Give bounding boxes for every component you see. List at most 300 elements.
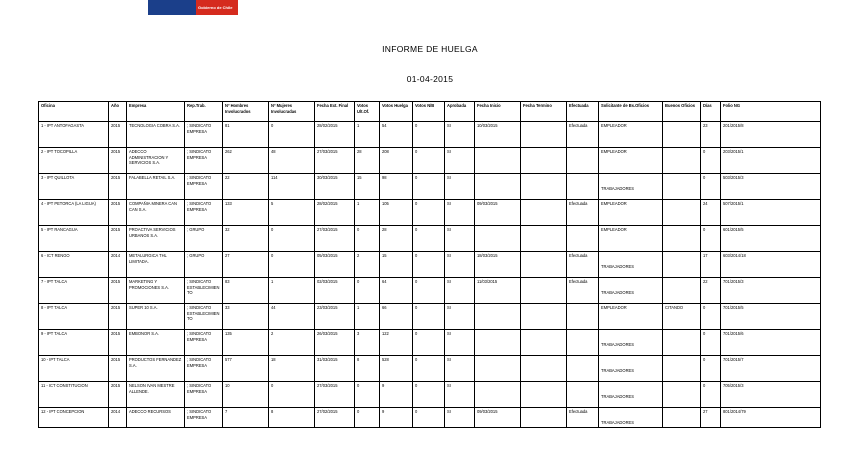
cell-text: 577 — [225, 357, 232, 362]
table-cell — [521, 330, 567, 356]
gobierno-logo — [148, 0, 238, 15]
table-cell — [599, 408, 663, 428]
table-cell — [185, 304, 223, 330]
table-cell — [269, 382, 315, 408]
table-cell — [127, 122, 185, 148]
table-cell — [721, 278, 821, 304]
cell-text: 18/03/2015 — [477, 253, 498, 258]
cell-text: 0 — [357, 383, 360, 388]
table-cell — [567, 278, 599, 304]
table-cell — [521, 304, 567, 330]
cell-text: ; SINDICATO EMPRESA — [187, 331, 212, 342]
table-cell — [109, 200, 127, 226]
table-cell — [185, 122, 223, 148]
table-cell — [39, 174, 109, 200]
table-cell — [663, 252, 701, 278]
table-cell — [223, 382, 269, 408]
cell-text: 601/2015/5 — [723, 227, 744, 232]
cell-text: 0 — [415, 409, 418, 414]
table-cell — [315, 252, 355, 278]
table-row — [39, 382, 821, 408]
table-cell — [599, 148, 663, 174]
cell-text: 0 — [357, 227, 360, 232]
cell-text: SI — [447, 279, 451, 284]
table-cell — [315, 356, 355, 382]
table-cell — [663, 122, 701, 148]
table-cell — [185, 278, 223, 304]
cell-text: 0 — [271, 253, 274, 258]
table-cell — [475, 122, 521, 148]
table-cell — [475, 200, 521, 226]
table-cell — [39, 330, 109, 356]
table-cell — [380, 382, 413, 408]
cell-text: ; SINDICATO EMPRESA — [187, 201, 212, 212]
table-cell — [185, 174, 223, 200]
table-row — [39, 148, 821, 174]
cell-text: 05/03/2015 — [317, 253, 338, 258]
cell-text: TRABAJADORES — [601, 394, 634, 399]
table-cell — [380, 252, 413, 278]
table-cell — [315, 174, 355, 200]
cell-text: 0 — [415, 279, 418, 284]
table-cell — [355, 304, 380, 330]
cell-text: SI — [447, 331, 451, 336]
table-cell — [413, 304, 445, 330]
cell-text: 8 — [357, 357, 360, 362]
table-cell — [269, 356, 315, 382]
cell-text: 262 — [225, 149, 232, 154]
cell-text: ; SINDICATO EMPRESA — [187, 383, 212, 394]
cell-text: 603/2014/18 — [723, 253, 746, 258]
cell-text: Efectuada — [569, 201, 588, 206]
table-row — [39, 408, 821, 428]
table-cell — [355, 330, 380, 356]
cell-text: TRABAJADORES — [601, 420, 634, 425]
table-cell — [701, 122, 721, 148]
cell-text: 10 — [225, 383, 230, 388]
table-cell — [721, 304, 821, 330]
table-cell — [269, 330, 315, 356]
cell-text: 27/03/2015 — [317, 149, 338, 154]
cell-text: 9 — [382, 383, 385, 388]
cell-text: 0 — [357, 279, 360, 284]
table-cell — [315, 122, 355, 148]
table-cell — [521, 226, 567, 252]
cell-text: 0 — [703, 331, 706, 336]
table-cell — [223, 408, 269, 428]
column-header: Fecha Termino — [521, 102, 567, 122]
table-cell — [223, 200, 269, 226]
table-cell — [521, 200, 567, 226]
table-cell — [521, 408, 567, 428]
table-cell — [315, 408, 355, 428]
table-cell — [39, 408, 109, 428]
table-cell — [475, 148, 521, 174]
table-cell — [567, 356, 599, 382]
table-cell — [269, 122, 315, 148]
cell-text: 2015 — [111, 383, 121, 388]
cell-text: 2014 — [111, 253, 121, 258]
table-cell — [39, 148, 109, 174]
cell-text: 2015 — [111, 123, 121, 128]
cell-text: 22 — [225, 175, 230, 180]
cell-text: 28 — [357, 149, 362, 154]
table-cell — [567, 226, 599, 252]
cell-text: ; SINDICATO EMPRESA — [187, 123, 212, 134]
table-cell — [721, 356, 821, 382]
cell-text: 0 — [415, 383, 418, 388]
cell-text: 5 — [271, 201, 274, 206]
cell-text: Efectuada — [569, 253, 588, 258]
table-cell — [663, 278, 701, 304]
table-cell — [445, 122, 475, 148]
cell-text: 27 — [225, 253, 230, 258]
table-cell — [721, 148, 821, 174]
table-cell — [567, 408, 599, 428]
cell-text: ; GRUPO — [187, 253, 205, 258]
table-cell — [39, 252, 109, 278]
table-cell — [521, 356, 567, 382]
table-cell — [185, 200, 223, 226]
cell-text: 7 - IPT TALCA — [41, 279, 68, 284]
table-cell — [127, 408, 185, 428]
cell-text: 2015 — [111, 331, 121, 336]
cell-text: 2015 — [111, 175, 121, 180]
column-header: Votos Huelga — [380, 102, 413, 122]
table-row — [39, 278, 821, 304]
table-cell — [315, 226, 355, 252]
table-cell — [413, 382, 445, 408]
table-cell — [127, 356, 185, 382]
column-header: Buenos Oficios — [663, 102, 701, 122]
cell-text: 0 — [415, 175, 418, 180]
table-cell — [355, 174, 380, 200]
cell-text: 3 - IPT QUILLOTA — [41, 175, 75, 180]
cell-text: METALURGICA THL LIMITADA. — [129, 253, 167, 264]
table-cell — [521, 252, 567, 278]
cell-text: 2015 — [111, 149, 121, 154]
column-header: Votos Ult.Of. — [355, 102, 380, 122]
cell-text: Efectuada — [569, 409, 588, 414]
column-header: Nº Mujeres Involucradas — [269, 102, 315, 122]
table-cell — [380, 174, 413, 200]
cell-text: 701/2015/5 — [723, 305, 744, 310]
table-cell — [269, 252, 315, 278]
table-cell — [413, 408, 445, 428]
table-cell — [380, 148, 413, 174]
cell-text: 528 — [382, 357, 389, 362]
cell-text: 28/02/2015 — [317, 123, 338, 128]
column-header: Aprobada — [445, 102, 475, 122]
cell-text: SI — [447, 253, 451, 258]
cell-text: 5 - IPT RANCAGUA — [41, 227, 78, 232]
table-cell — [127, 148, 185, 174]
cell-text: 18 — [271, 357, 276, 362]
cell-text: SI — [447, 305, 451, 310]
cell-text: 64 — [382, 279, 387, 284]
table-cell — [721, 226, 821, 252]
table-cell — [269, 226, 315, 252]
table-cell — [39, 278, 109, 304]
table-cell — [413, 148, 445, 174]
table-cell — [269, 174, 315, 200]
column-header: Fecha Ext. Final — [315, 102, 355, 122]
table-cell — [355, 408, 380, 428]
table-cell — [127, 382, 185, 408]
cell-text: Efectuada — [569, 123, 588, 128]
table-cell — [701, 174, 721, 200]
column-header: Empresa — [127, 102, 185, 122]
cell-text: 23/03/2015 — [317, 305, 338, 310]
cell-text: TRABAJADORES — [601, 342, 634, 347]
cell-text: 98 — [382, 175, 387, 180]
table-cell — [701, 278, 721, 304]
cell-text: 114 — [271, 175, 278, 180]
table-cell — [475, 382, 521, 408]
table-cell — [315, 278, 355, 304]
table-cell — [567, 148, 599, 174]
table-cell — [127, 278, 185, 304]
table-cell — [599, 330, 663, 356]
table-cell — [413, 200, 445, 226]
cell-text: 27/03/2015 — [317, 383, 338, 388]
cell-text: 26/03/2015 — [317, 331, 338, 336]
table-cell — [223, 304, 269, 330]
table-cell — [721, 122, 821, 148]
cell-text: 0 — [415, 331, 418, 336]
table-cell — [39, 122, 109, 148]
table-cell — [315, 148, 355, 174]
cell-text: 0 — [703, 305, 706, 310]
table-cell — [599, 304, 663, 330]
cell-text: 2015 — [111, 201, 121, 206]
table-cell — [109, 408, 127, 428]
table-cell — [185, 408, 223, 428]
table-cell — [413, 252, 445, 278]
cell-text: 10/03/2015 — [477, 123, 498, 128]
table-cell — [39, 226, 109, 252]
table-cell — [413, 226, 445, 252]
table-cell — [380, 122, 413, 148]
table-cell — [109, 382, 127, 408]
table-cell — [521, 122, 567, 148]
table-row — [39, 200, 821, 226]
cell-text: SI — [447, 227, 451, 232]
table-cell — [663, 304, 701, 330]
cell-text: 0 — [703, 175, 706, 180]
cell-text: SI — [447, 201, 451, 206]
cell-text: 507/2015/1 — [723, 201, 744, 206]
table-cell — [223, 356, 269, 382]
cell-text: ; SINDICATO EMPRESA — [187, 357, 212, 368]
cell-text: 2 - IPT TOCOPILLA — [41, 149, 78, 154]
table-cell — [663, 200, 701, 226]
cell-text: 801/2014/79 — [723, 409, 746, 414]
table-cell — [269, 408, 315, 428]
cell-text: 1 — [357, 123, 360, 128]
cell-text: 2015 — [111, 357, 121, 362]
table-cell — [315, 200, 355, 226]
cell-text: 44 — [271, 305, 276, 310]
logo-text: Gobierno de Chile — [196, 0, 238, 15]
table-cell — [355, 148, 380, 174]
table-cell — [127, 174, 185, 200]
cell-text: CITANDO — [665, 305, 684, 310]
column-header: Solicitante de Bs.Oficios — [599, 102, 663, 122]
table-cell — [663, 330, 701, 356]
table-cell — [39, 356, 109, 382]
table-cell — [39, 304, 109, 330]
cell-text: 0 — [415, 357, 418, 362]
table-cell — [380, 356, 413, 382]
cell-text: 133 — [225, 201, 232, 206]
table-cell — [475, 304, 521, 330]
cell-text: 6 - ICT RENGO — [41, 253, 70, 258]
table-cell — [127, 252, 185, 278]
cell-text: 9 - IPT TALCA — [41, 331, 68, 336]
table-cell — [663, 226, 701, 252]
column-header: Efectuada — [567, 102, 599, 122]
table-cell — [445, 304, 475, 330]
cell-text: 0 — [357, 409, 360, 414]
cell-text: ; SINDICATO EMPRESA — [187, 175, 212, 186]
table-row — [39, 122, 821, 148]
table-cell — [223, 148, 269, 174]
cell-text: TRABAJADORES — [601, 264, 634, 269]
table-cell — [721, 382, 821, 408]
cell-text: 8 - IPT TALCA — [41, 305, 68, 310]
table-cell — [223, 122, 269, 148]
table-body — [39, 122, 821, 428]
cell-text: SI — [447, 383, 451, 388]
cell-text: 0 — [415, 123, 418, 128]
cell-text: 705/2015/3 — [723, 383, 744, 388]
cell-text: 201/2015/8 — [723, 123, 744, 128]
cell-text: 0 — [703, 383, 706, 388]
cell-text: ADECCO RECURSOS — [129, 409, 171, 414]
table-cell — [315, 330, 355, 356]
cell-text: 0 — [703, 149, 706, 154]
cell-text: 0 — [271, 383, 274, 388]
cell-text: 1 — [357, 201, 360, 206]
table-cell — [701, 252, 721, 278]
table-cell — [701, 382, 721, 408]
cell-text: PROACTIVA SERVICIOS URBANOS S.A. — [129, 227, 176, 238]
cell-text: EMPLEADOR — [601, 123, 627, 128]
logo-blue-block — [148, 0, 196, 15]
column-header: Oficina — [39, 102, 109, 122]
table-cell — [269, 148, 315, 174]
cell-text: 02/03/2015 — [317, 279, 338, 284]
cell-text: 81 — [225, 123, 230, 128]
cell-text: 10 - IPT TALCA — [41, 357, 70, 362]
cell-text: 24 — [703, 201, 708, 206]
cell-text: 66 — [382, 305, 387, 310]
table-cell — [567, 304, 599, 330]
cell-text: TRABAJADORES — [601, 186, 634, 191]
cell-text: 27/03/2015 — [317, 227, 338, 232]
table-cell — [109, 252, 127, 278]
cell-text: 4 - IPT PETORCA (LA LIGUA) — [41, 201, 96, 206]
table-cell — [663, 356, 701, 382]
table-cell — [567, 252, 599, 278]
table-cell — [445, 252, 475, 278]
table-cell — [413, 278, 445, 304]
report-date: 01-04-2015 — [406, 74, 454, 84]
table-cell — [701, 330, 721, 356]
column-header: Folio NG — [721, 102, 821, 122]
table-cell — [701, 200, 721, 226]
cell-text: 12 - IPT CONCEPCION — [41, 409, 85, 414]
table-cell — [445, 356, 475, 382]
table-cell — [355, 252, 380, 278]
table-row — [39, 304, 821, 330]
cell-text: 83 — [225, 279, 230, 284]
table-cell — [269, 200, 315, 226]
cell-text: FALABELLA RETAIL S.A. — [129, 175, 176, 180]
table-cell — [109, 278, 127, 304]
table-cell — [413, 330, 445, 356]
strike-report-table — [38, 101, 821, 428]
table-cell — [599, 382, 663, 408]
cell-text: MARKETING Y PROMOCIONES S.A. — [129, 279, 170, 290]
cell-text: 0 — [415, 201, 418, 206]
cell-text: 0 — [415, 227, 418, 232]
table-cell — [445, 382, 475, 408]
cell-text: 15 — [357, 175, 362, 180]
cell-text: COMPAÑIA MINERA CAN CAN S.A. — [129, 201, 177, 212]
table-cell — [445, 330, 475, 356]
cell-text: 7 — [225, 409, 228, 414]
table-cell — [663, 148, 701, 174]
cell-text: EMBONOR S.A. — [129, 331, 160, 336]
table-row — [39, 174, 821, 200]
cell-text: 3 — [357, 331, 360, 336]
cell-text: NELSON IVAN MESTRE ALLENDE. — [129, 383, 175, 394]
table-cell — [355, 382, 380, 408]
table-cell — [445, 408, 475, 428]
table-cell — [567, 382, 599, 408]
table-cell — [380, 304, 413, 330]
table-cell — [109, 122, 127, 148]
table-cell — [223, 330, 269, 356]
table-cell — [127, 304, 185, 330]
cell-text: 0 — [271, 123, 274, 128]
column-header: Días — [701, 102, 721, 122]
table-cell — [413, 122, 445, 148]
cell-text: 503/2015/3 — [723, 175, 744, 180]
table-cell — [355, 226, 380, 252]
table-cell — [521, 174, 567, 200]
table-cell — [599, 252, 663, 278]
cell-text: SI — [447, 123, 451, 128]
cell-text: 122 — [382, 331, 389, 336]
table-cell — [663, 382, 701, 408]
table-cell — [127, 330, 185, 356]
cell-text: 23 — [703, 123, 708, 128]
column-header: Rep.Trab. — [185, 102, 223, 122]
cell-text: TECNOLOGIA COBRA S.A. — [129, 123, 180, 128]
table-cell — [223, 226, 269, 252]
cell-text: Efectuada — [569, 279, 588, 284]
cell-text: EMPLEADOR — [601, 227, 627, 232]
table-cell — [445, 174, 475, 200]
cell-text: 9 — [382, 409, 385, 414]
table-cell — [185, 382, 223, 408]
table-cell — [701, 148, 721, 174]
table-cell — [475, 278, 521, 304]
cell-text: 11 - ICT CONSTITUCION — [41, 383, 88, 388]
